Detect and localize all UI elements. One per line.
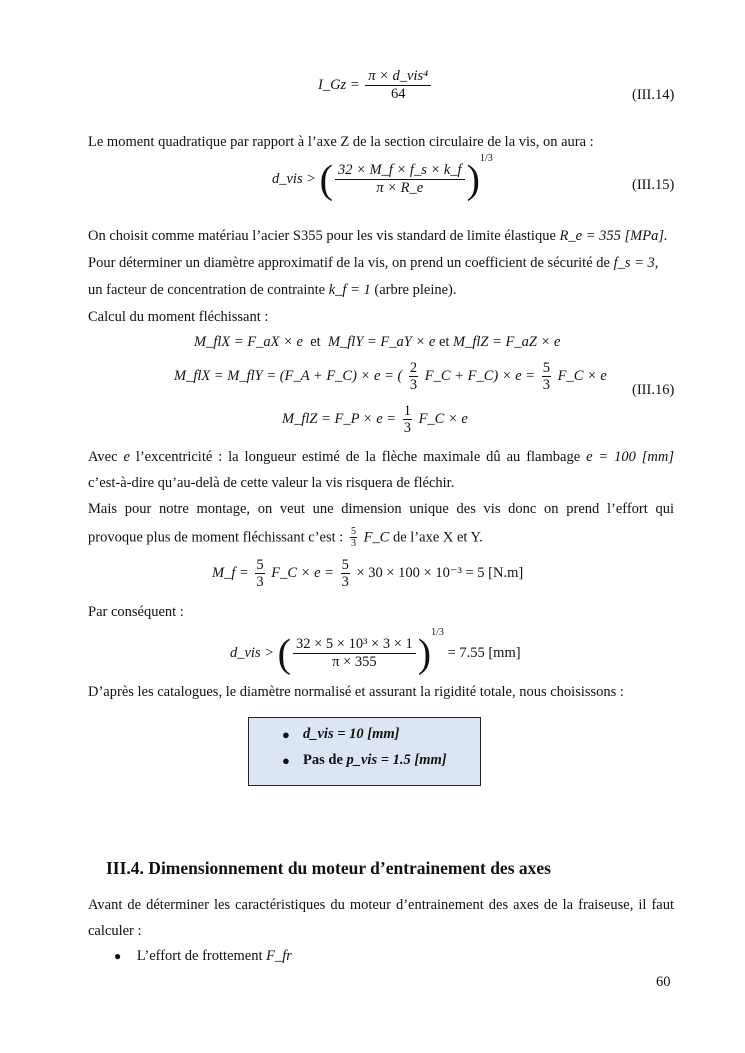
eq-mf-frac1 xyxy=(255,557,264,590)
para1-line1-text: On choisit comme matériau l’acier S355 pour les vis standard de limite élastique xyxy=(88,228,556,244)
eq-mf-lhs: M_f = xyxy=(212,565,249,581)
eq14-number: (III.14) xyxy=(632,87,675,103)
eq16-row2-lhs: M_flX = M_flY = (F_A + F_C) × e = ( xyxy=(174,368,403,384)
para2-line1-pre: Avec xyxy=(88,449,118,465)
eq-dvis-fraction xyxy=(293,636,416,671)
para3-line1: Avant de déterminer les caractéristiques du moteur d’entrainement des axes de la fraiseuse, il faut xyxy=(88,897,674,913)
result-dvis: d_vis = 10 [mm] xyxy=(303,726,400,742)
para3-bullet1 xyxy=(114,948,292,965)
eq15-exponent: 1/3 xyxy=(479,153,493,164)
result-pas xyxy=(303,752,447,769)
para2-line1-mid: l’excentricité : la longueur estimé de la flèche maximale dû au flambage xyxy=(135,449,581,465)
text-moment-quadratique: Le moment quadratique par rapport à l’axe Z de la section circulaire de la vis, on aura : xyxy=(88,134,594,150)
para1-line1-math: R_e = 355 [MPa]. xyxy=(559,228,668,244)
page-number: 60 xyxy=(656,974,671,990)
eq14-denominator: 64 xyxy=(390,86,406,102)
eq15-left-paren: ( xyxy=(319,156,333,202)
para1-line2-math: f_s = 3, xyxy=(613,255,659,271)
para2-line1 xyxy=(88,448,674,466)
eq16-row2-frac2 xyxy=(542,360,551,393)
para2-line4-post: de l’axe X et Y. xyxy=(392,529,483,546)
eq15-denominator: π × R_e xyxy=(376,180,424,197)
eq15-numerator: 32 × M_f × f_s × k_f xyxy=(335,162,465,180)
eq16-row3-rhs: F_C × e xyxy=(418,411,468,427)
eq16-row2-frac1 xyxy=(409,360,418,393)
para1-line2 xyxy=(88,254,674,272)
para2-line1-math: e = 100 [mm] xyxy=(586,449,675,465)
text-par-consequent: Par conséquent : xyxy=(88,604,184,620)
eq-mf-mid: F_C × e = xyxy=(271,565,334,581)
eq-mf-frac2 xyxy=(341,557,350,590)
eq-mf-frac2-den: 3 xyxy=(341,574,349,590)
para2-line4-frac-den: 3 xyxy=(350,538,356,549)
eq16-row2-frac1-num: 2 xyxy=(409,360,418,376)
eq16-row3 xyxy=(282,403,468,436)
para1-line1 xyxy=(88,227,674,245)
eq16-row3-frac-num: 1 xyxy=(403,403,411,419)
eq16-row2-mid: F_C + F_C) × e = xyxy=(424,368,536,384)
para1-line3-math: k_f = 1 xyxy=(328,282,371,298)
para2-line3: Mais pour notre montage, on veut une dimension unique des vis donc on prend l’effort qui xyxy=(88,501,674,517)
eq-mf-frac1-den: 3 xyxy=(256,574,264,590)
eq16-row3-lhs: M_flZ = F_P × e = xyxy=(282,411,397,427)
para2-line4-frac xyxy=(350,526,357,549)
para2-line4-math: F_C xyxy=(363,529,390,546)
eq-dvis-left-paren: ( xyxy=(277,630,291,676)
eq14-fraction xyxy=(365,68,431,103)
equation-iii15 xyxy=(272,153,493,200)
eq-dvis-lhs: d_vis > xyxy=(230,645,275,662)
eq15-lhs: d_vis > xyxy=(272,171,317,188)
result-pas-label: Pas de xyxy=(303,752,343,768)
eq-mf-rhs: × 30 × 100 × 10⁻³ = 5 [N.m] xyxy=(356,565,524,581)
eq15-right-paren: ) xyxy=(466,156,480,202)
equation-dvis xyxy=(230,627,521,674)
para2-line2: c’est-à-dire qu’au-delà de cette valeur la vis risquera de fléchir. xyxy=(88,475,455,491)
para1-line2-text: Pour déterminer un diamètre approximatif de la vis, on prend un coefficient de sécurité de xyxy=(88,255,610,271)
para1-line3 xyxy=(88,281,674,299)
bullet-icon: ● xyxy=(282,753,290,768)
para1-line3-post: (arbre pleine). xyxy=(374,282,457,298)
eq-dvis-right-paren: ) xyxy=(417,630,432,676)
eq15-number: (III.15) xyxy=(632,177,675,193)
eq16-row1 xyxy=(194,334,560,351)
result-pas-math: p_vis = 1.5 [mm] xyxy=(346,752,447,768)
eq16-row2-frac2-den: 3 xyxy=(542,377,550,393)
eq-dvis-exponent: 1/3 xyxy=(431,627,444,638)
eq-mf-frac2-num: 5 xyxy=(341,557,349,573)
eq16-number: (III.16) xyxy=(632,382,675,398)
eq16-row1-b: M_flY = F_aY × e xyxy=(327,334,436,350)
eq-dvis-rhs: = 7.55 [mm] xyxy=(447,645,521,662)
eq16-row3-frac-den: 3 xyxy=(403,420,411,436)
eq16-row2 xyxy=(174,360,607,393)
bullet-icon: ● xyxy=(114,949,122,963)
para2-line1-e: e xyxy=(123,449,130,465)
para1-line4: Calcul du moment fléchissant : xyxy=(88,309,269,325)
para3-bullet1-math: F_fr xyxy=(266,948,292,964)
equation-iii14 xyxy=(318,68,433,103)
bullet-icon: ● xyxy=(282,727,290,742)
section-title: III.4. Dimensionnement du moteur d’entrainement des axes xyxy=(106,858,551,878)
eq14-lhs: I_Gz = xyxy=(318,77,360,93)
eq16-row3-frac xyxy=(403,403,412,436)
eq16-row2-frac2-num: 5 xyxy=(542,360,550,376)
eq-dvis-numerator: 32 × 5 × 10³ × 3 × 1 xyxy=(293,636,416,654)
eq-mf-frac1-num: 5 xyxy=(256,557,264,573)
eq14-numerator: π × d_vis⁴ xyxy=(365,68,431,86)
equation-mf xyxy=(212,557,523,590)
eq16-row1-c: M_flZ = F_aZ × e xyxy=(453,334,561,350)
eq-dvis-denominator: π × 355 xyxy=(332,654,377,671)
eq16-row2-rhs: F_C × e xyxy=(557,368,607,384)
para2-line4-frac-num: 5 xyxy=(350,526,356,537)
para3-bullet1-text: L’effort de frottement xyxy=(136,948,263,964)
text-catalogues: D’après les catalogues, le diamètre normalisé et assurant la rigidité totale, nous choisissons : xyxy=(88,684,624,700)
para2-line4 xyxy=(88,526,674,549)
para3-line2: calculer : xyxy=(88,923,142,939)
eq16-row1-et2: et xyxy=(438,334,450,350)
eq15-fraction xyxy=(335,162,465,197)
eq16-row2-frac1-den: 3 xyxy=(409,377,418,393)
para2-line4-pre: provoque plus de moment fléchissant c’est : xyxy=(88,529,344,546)
para1-line3-text: un facteur de concentration de contrainte xyxy=(88,282,326,298)
result-box xyxy=(248,717,481,786)
eq16-row1-et1: et xyxy=(310,334,321,350)
eq16-row1-a: M_flX = F_aX × e xyxy=(194,334,303,350)
